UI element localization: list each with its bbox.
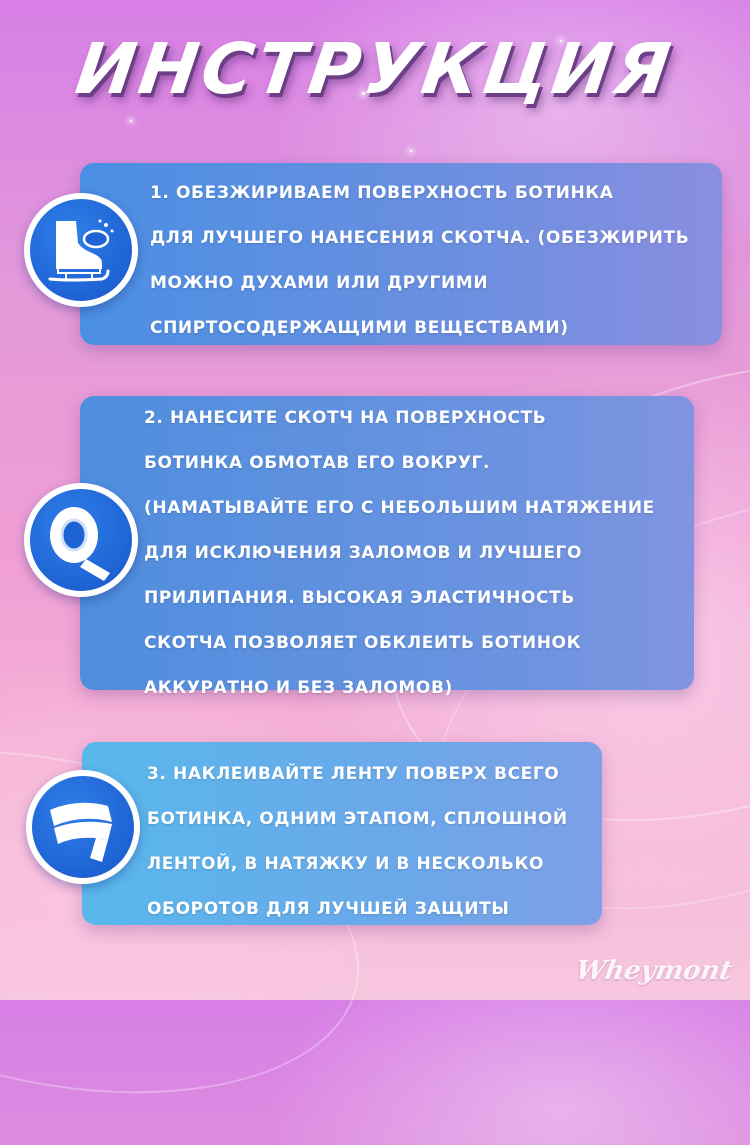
step-1-line: ДЛЯ ЛУЧШЕГО НАНЕСЕНИЯ СКОТЧА. (ОБЕЗЖИРИТЬ xyxy=(150,228,690,248)
step-2-line: ДЛЯ ИСКЛЮЧЕНИЯ ЗАЛОМОВ И ЛУЧШЕГО xyxy=(144,543,583,563)
skate-cleaning-icon xyxy=(24,193,138,307)
step-text-1 xyxy=(150,171,689,351)
step-2-line: 2. НАНЕСИТЕ СКОТЧ НА ПОВЕРХНОСТЬ xyxy=(144,408,547,428)
step-1-line: СПИРТОСОДЕРЖАЩИМИ ВЕЩЕСТВАМИ) xyxy=(150,318,569,338)
brand-logo: Wheymont xyxy=(573,956,735,986)
step-3-line: ЛЕНТОЙ, В НАТЯЖКУ И В НЕСКОЛЬКО xyxy=(147,854,544,874)
step-3-line: БОТИНКА, ОДНИМ ЭТАПОМ, СПЛОШНОЙ xyxy=(147,809,568,829)
step-2-line: СКОТЧА ПОЗВОЛЯЕТ ОБКЛЕИТЬ БОТИНОК xyxy=(144,633,582,653)
step-3-line: 3. НАКЛЕИВАЙТЕ ЛЕНТУ ПОВЕРХ ВСЕГО xyxy=(147,764,560,784)
step-2-line: ПРИЛИПАНИЯ. ВЫСОКАЯ ЭЛАСТИЧНОСТЬ xyxy=(144,588,575,608)
page-title: ИНСТРУКЦИЯ xyxy=(71,28,679,110)
step-2-line: БОТИНКА ОБМОТАВ ЕГО ВОКРУГ. xyxy=(144,453,491,473)
step-2-line: АККУРАТНО И БЕЗ ЗАЛОМОВ) xyxy=(144,678,453,698)
step-2-line: (НАМАТЫВАЙТЕ ЕГО С НЕБОЛЬШИМ НАТЯЖЕНИЕ xyxy=(144,498,655,518)
step-3-line: ОБОРОТОВ ДЛЯ ЛУЧШЕЙ ЗАЩИТЫ xyxy=(147,899,510,919)
step-text-2 xyxy=(144,396,655,711)
ribbon-wrap-icon xyxy=(26,770,140,884)
tape-roll-icon xyxy=(24,483,138,597)
step-text-3 xyxy=(147,752,568,932)
step-1-line: МОЖНО ДУХАМИ ИЛИ ДРУГИМИ xyxy=(150,273,489,293)
step-1-line: 1. ОБЕЗЖИРИВАЕМ ПОВЕРХНОСТЬ БОТИНКА xyxy=(150,183,614,203)
